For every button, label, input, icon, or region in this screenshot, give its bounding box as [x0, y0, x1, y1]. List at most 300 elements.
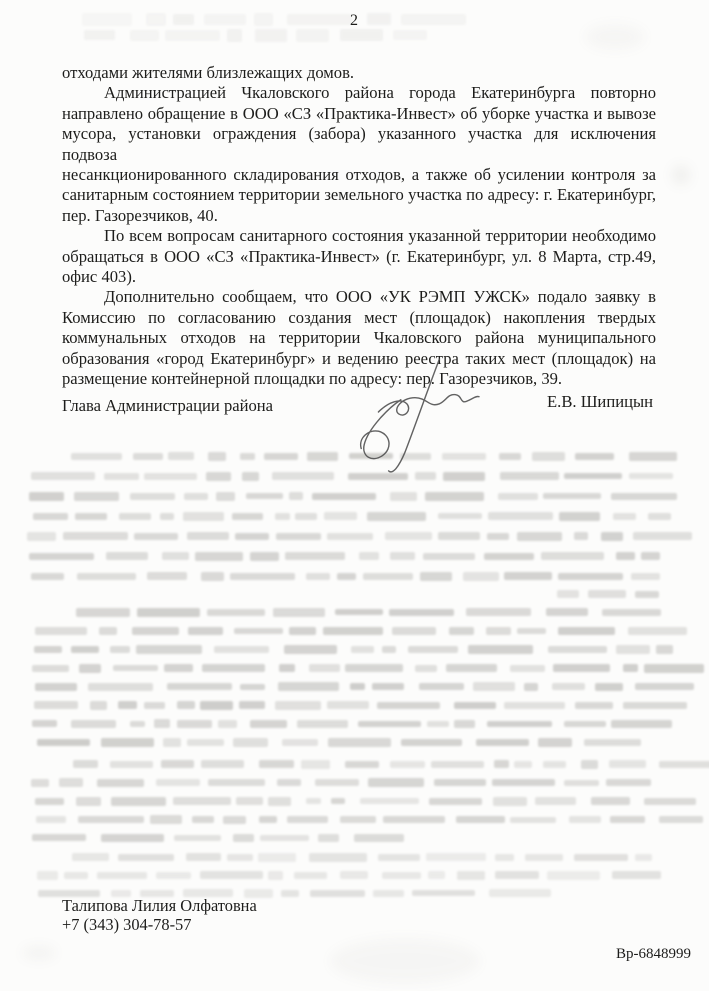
bleedthrough-word — [629, 473, 672, 479]
bleedthrough-word — [463, 572, 499, 580]
bleedthrough-word — [90, 701, 107, 710]
text-line: обращаться в ООО «СЗ «Практика-Инвест» (г. Екатеринбург, ул. 8 Марта, стр.49, — [62, 246, 656, 266]
bleedthrough-word — [64, 872, 88, 879]
bleedthrough-word — [543, 761, 566, 768]
bleedthrough-word — [449, 627, 474, 635]
bleedthrough-word — [628, 627, 687, 636]
bleedthrough-word — [340, 29, 383, 41]
bleedthrough-word — [345, 761, 380, 768]
bleedthrough-word — [233, 738, 268, 746]
bleedthrough-word — [259, 760, 295, 768]
bleedthrough-word — [177, 701, 195, 709]
bleedthrough-word — [648, 513, 671, 519]
bleedthrough-word — [294, 872, 327, 880]
bleedthrough-word — [495, 854, 514, 861]
text-line: Дополнительно сообщаем, что ООО «УК РЭМП УЖСК» подало заявку в — [104, 287, 656, 307]
bleedthrough-word — [33, 513, 68, 519]
bleedthrough-word — [233, 834, 254, 842]
bleedthrough-word — [378, 854, 420, 860]
scan-smudge — [330, 938, 480, 984]
bleedthrough-word — [454, 720, 476, 728]
bleedthrough-word — [201, 572, 225, 581]
bleedthrough-word — [223, 816, 246, 824]
bleedthrough-word — [659, 816, 703, 822]
bleedthrough-word — [37, 739, 90, 746]
bleedthrough-word — [147, 572, 187, 580]
bleedthrough-word — [390, 492, 416, 500]
bleedthrough-word — [616, 645, 651, 653]
bleedthrough-word — [208, 779, 265, 786]
bleedthrough-word — [552, 683, 585, 690]
bleedthrough-word — [510, 817, 556, 823]
bleedthrough-word — [331, 798, 345, 804]
bleedthrough-word — [504, 702, 566, 709]
bleedthrough-word — [282, 739, 318, 745]
bleedthrough-word — [635, 854, 652, 861]
bleedthrough-line — [31, 773, 658, 791]
bleedthrough-word — [335, 609, 383, 615]
bleedthrough-word — [327, 533, 373, 540]
bleedthrough-word — [623, 664, 638, 673]
bleedthrough-word — [187, 739, 224, 746]
bleedthrough-word — [37, 871, 58, 880]
signatory-title: Глава Администрации района — [62, 396, 274, 415]
bleedthrough-line — [29, 487, 685, 505]
bleedthrough-word — [99, 627, 117, 635]
bleedthrough-word — [246, 493, 283, 499]
bleedthrough-word — [84, 30, 115, 40]
bleedthrough-word — [389, 609, 453, 616]
bleedthrough-word — [236, 797, 263, 806]
bleedthrough-word — [564, 473, 622, 479]
bleedthrough-word — [633, 532, 692, 540]
bleedthrough-word — [144, 473, 196, 481]
text-line: размещение контейнерной площадки по адресу: пер. Газорезчиков, 39. — [62, 369, 563, 389]
bleedthrough-word — [434, 779, 485, 786]
bleedthrough-word — [623, 702, 687, 709]
bleedthrough-word — [184, 493, 208, 500]
bleedthrough-word — [318, 834, 340, 841]
bleedthrough-word — [71, 453, 122, 460]
bleedthrough-word — [63, 532, 127, 540]
bleedthrough-line — [72, 848, 659, 866]
bleedthrough-word — [132, 627, 179, 635]
text-line: Комиссию по согласованию создания мест (площадок) накопления твердых — [62, 307, 656, 327]
text-line: санитарным состоянием территории земельного участка по адресу: г. Екатеринбург, — [62, 185, 656, 205]
bleedthrough-line — [35, 792, 705, 810]
bleedthrough-word — [484, 553, 535, 560]
bleedthrough-word — [260, 835, 309, 841]
bleedthrough-word — [31, 472, 95, 480]
scan-smudge — [672, 165, 690, 185]
bleedthrough-word — [35, 627, 87, 634]
bleedthrough-word — [32, 720, 57, 727]
bleedthrough-word — [207, 609, 265, 615]
bleedthrough-word — [255, 29, 287, 42]
bleedthrough-word — [307, 452, 339, 461]
bleedthrough-word — [162, 552, 189, 560]
bleedthrough-word — [27, 532, 57, 540]
bleedthrough-word — [227, 29, 242, 42]
bleedthrough-word — [73, 760, 98, 768]
bleedthrough-word — [208, 452, 226, 460]
bleedthrough-word — [312, 493, 377, 500]
bleedthrough-word — [72, 853, 109, 861]
bleedthrough-word — [548, 646, 608, 654]
bleedthrough-word — [104, 473, 139, 480]
bleedthrough-word — [354, 834, 404, 842]
bleedthrough-word — [310, 890, 365, 896]
bleedthrough-word — [372, 683, 404, 690]
bleedthrough-word — [359, 552, 380, 560]
bleedthrough-word — [543, 493, 601, 499]
bleedthrough-word — [161, 760, 194, 768]
bleedthrough-word — [486, 627, 511, 635]
paragraph — [62, 63, 656, 83]
bleedthrough-word — [275, 513, 290, 519]
bleedthrough-word — [130, 493, 175, 499]
bleedthrough-word — [218, 720, 237, 729]
bleedthrough-word — [29, 492, 63, 501]
bleedthrough-word — [367, 512, 426, 520]
bleedthrough-line — [35, 677, 701, 695]
bleedthrough-word — [285, 552, 345, 560]
bleedthrough-word — [656, 645, 673, 653]
bleedthrough-word — [136, 645, 202, 654]
bleedthrough-word — [489, 889, 551, 897]
bleedthrough-word — [602, 609, 661, 617]
text-line: По всем вопросам санитарного состояния указанной территории необходимо — [104, 226, 656, 246]
bleedthrough-word — [101, 738, 154, 746]
bleedthrough-word — [420, 572, 452, 580]
bleedthrough-word — [111, 797, 166, 806]
bleedthrough-line — [76, 603, 674, 621]
bleedthrough-word — [242, 472, 258, 481]
bleedthrough-word — [423, 553, 476, 560]
bleedthrough-word — [644, 798, 696, 805]
bleedthrough-word — [546, 608, 588, 616]
bleedthrough-word — [500, 472, 559, 480]
bleedthrough-word — [119, 513, 152, 520]
bleedthrough-word — [174, 835, 221, 841]
bleedthrough-word — [202, 664, 265, 671]
bleedthrough-word — [200, 871, 262, 879]
bleedthrough-word — [173, 797, 231, 805]
bleedthrough-word — [272, 472, 334, 480]
bleedthrough-word — [279, 664, 295, 672]
bleedthrough-word — [415, 665, 438, 672]
bleedthrough-word — [558, 627, 615, 635]
bleedthrough-word — [595, 683, 623, 691]
bleedthrough-line — [557, 585, 665, 603]
bleedthrough-word — [610, 816, 645, 823]
bleedthrough-word — [532, 452, 565, 461]
bleedthrough-word — [165, 30, 219, 42]
bleedthrough-word — [390, 552, 416, 560]
bleedthrough-word — [535, 797, 577, 805]
bleedthrough-word — [350, 683, 365, 690]
bleedthrough-line — [73, 755, 709, 773]
bleedthrough-word — [36, 816, 66, 823]
bleedthrough-word — [517, 532, 562, 541]
bleedthrough-line — [36, 810, 709, 828]
contact-name: Талипова Лилия Олфатовна — [62, 896, 257, 915]
bleedthrough-word — [581, 760, 599, 768]
bleedthrough-word — [517, 628, 546, 634]
bleedthrough-word — [97, 872, 147, 879]
bleedthrough-word — [137, 608, 200, 617]
bleedthrough-word — [601, 532, 623, 541]
bleedthrough-word — [76, 608, 130, 616]
bleedthrough-word — [428, 871, 445, 879]
bleedthrough-word — [71, 646, 99, 652]
scan-smudge — [22, 946, 56, 960]
bleedthrough-word — [382, 872, 421, 879]
bleedthrough-word — [71, 720, 116, 728]
bleedthrough-word — [227, 854, 253, 861]
bleedthrough-word — [29, 553, 94, 560]
bleedthrough-word — [476, 739, 528, 746]
text-line: коммунальных отходов на территории Чкаловского района муниципального — [62, 328, 656, 348]
bleedthrough-word — [186, 853, 221, 861]
bleedthrough-word — [306, 573, 330, 579]
bleedthrough-word — [644, 664, 705, 673]
bleedthrough-word — [324, 512, 357, 520]
bleedthrough-word — [492, 779, 555, 786]
bleedthrough-word — [377, 702, 441, 708]
bleedthrough-word — [606, 779, 651, 786]
bleedthrough-word — [616, 552, 635, 560]
bleedthrough-line — [32, 659, 709, 677]
bleedthrough-word — [493, 797, 527, 806]
bleedthrough-word — [345, 664, 403, 671]
bleedthrough-word — [514, 761, 531, 768]
bleedthrough-word — [446, 664, 498, 673]
bleedthrough-word — [373, 890, 404, 898]
bleedthrough-word — [635, 683, 694, 690]
bleedthrough-word — [297, 720, 349, 729]
bleedthrough-word — [575, 702, 613, 709]
bleedthrough-word — [438, 532, 480, 540]
bleedthrough-word — [401, 739, 462, 747]
bleedthrough-word — [187, 532, 229, 540]
bleedthrough-word — [216, 492, 235, 501]
bleedthrough-word — [278, 682, 339, 691]
bleedthrough-word — [301, 760, 330, 768]
bleedthrough-word — [360, 798, 419, 804]
bleedthrough-word — [408, 646, 458, 654]
bleedthrough-word — [611, 493, 677, 500]
bleedthrough-word — [588, 590, 626, 598]
bleedthrough-line — [37, 866, 675, 884]
bleedthrough-word — [130, 721, 145, 728]
bleedthrough-word — [315, 779, 359, 786]
bleedthrough-word — [584, 739, 641, 745]
bleedthrough-word — [295, 513, 317, 520]
bleedthrough-word — [34, 646, 62, 652]
bleedthrough-word — [289, 627, 317, 634]
bleedthrough-word — [390, 761, 425, 767]
bleedthrough-word — [259, 816, 277, 823]
bleedthrough-word — [504, 572, 552, 580]
bleedthrough-word — [188, 627, 223, 636]
bleedthrough-word — [284, 645, 338, 653]
bleedthrough-word — [351, 646, 374, 653]
contact-phone: +7 (343) 304-78-57 — [62, 915, 192, 934]
bleedthrough-word — [134, 533, 178, 540]
bleedthrough-word — [611, 720, 672, 728]
bleedthrough-word — [32, 665, 70, 672]
bleedthrough-word — [273, 608, 325, 617]
bleedthrough-word — [557, 590, 579, 598]
bleedthrough-line — [37, 733, 651, 751]
bleedthrough-line — [33, 507, 678, 525]
bleedthrough-word — [31, 779, 49, 787]
bleedthrough-word — [538, 738, 573, 747]
bleedthrough-word — [250, 720, 287, 728]
bleedthrough-word — [564, 780, 599, 786]
bleedthrough-word — [613, 513, 635, 520]
bleedthrough-word — [468, 645, 534, 653]
bleedthrough-word — [358, 721, 421, 727]
paragraph — [62, 83, 656, 226]
bleedthrough-word — [412, 890, 476, 896]
bleedthrough-line — [31, 567, 666, 585]
text-line: Администрацией Чкаловского района города Екатеринбурга повторно — [104, 83, 656, 103]
bleedthrough-word — [393, 30, 427, 40]
bleedthrough-word — [499, 453, 520, 460]
bleedthrough-word — [340, 871, 368, 879]
bleedthrough-word — [368, 778, 424, 786]
bleedthrough-word — [487, 721, 553, 728]
bleedthrough-word — [31, 573, 64, 580]
bleedthrough-word — [574, 532, 588, 540]
bleedthrough-word — [168, 452, 194, 460]
bleedthrough-word — [498, 493, 538, 500]
bleedthrough-word — [200, 701, 233, 710]
signatory-name: Е.В. Шипицын — [547, 392, 653, 411]
bleedthrough-word — [289, 492, 303, 500]
bleedthrough-word — [88, 683, 153, 691]
bleedthrough-word — [277, 779, 300, 786]
bleedthrough-word — [635, 591, 660, 598]
bleedthrough-word — [473, 682, 515, 691]
bleedthrough-word — [276, 533, 321, 540]
bleedthrough-word — [78, 816, 143, 822]
bleedthrough-word — [101, 834, 164, 841]
bleedthrough-word — [659, 761, 709, 768]
bleedthrough-word — [214, 646, 269, 653]
bleedthrough-word — [525, 854, 563, 861]
bleedthrough-word — [287, 816, 327, 822]
bleedthrough-word — [306, 798, 321, 804]
bleedthrough-word — [163, 738, 181, 747]
bleedthrough-word — [327, 701, 370, 709]
bleedthrough-word — [494, 760, 509, 768]
bleedthrough-word — [35, 798, 64, 805]
bleedthrough-word — [150, 815, 182, 823]
bleedthrough-word — [612, 871, 660, 879]
bleedthrough-word — [74, 492, 120, 501]
bleedthrough-word — [541, 552, 603, 560]
bleedthrough-word — [427, 721, 449, 727]
bleedthrough-word — [629, 452, 678, 461]
bleedthrough-word — [488, 512, 553, 520]
bleedthrough-word — [281, 890, 299, 897]
signature-image — [348, 354, 480, 478]
bleedthrough-word — [192, 816, 213, 823]
bleedthrough-word — [240, 453, 255, 460]
bleedthrough-word — [340, 816, 376, 824]
bleedthrough-word — [154, 719, 170, 728]
bleedthrough-word — [641, 552, 660, 560]
bleedthrough-word — [495, 871, 539, 879]
bleedthrough-word — [133, 453, 163, 460]
bleedthrough-word — [118, 854, 174, 861]
bleedthrough-word — [457, 871, 485, 880]
bleedthrough-line — [34, 640, 685, 658]
bleedthrough-word — [431, 761, 484, 768]
bleedthrough-word — [524, 683, 538, 691]
bleedthrough-word — [59, 778, 83, 787]
bleedthrough-word — [167, 683, 232, 690]
bleedthrough-word — [268, 797, 291, 806]
bleedthrough-word — [183, 512, 224, 521]
bleedthrough-word — [609, 760, 645, 768]
bleedthrough-line — [27, 527, 700, 545]
bleedthrough-word — [510, 665, 545, 672]
bleedthrough-line — [29, 547, 673, 565]
bleedthrough-word — [553, 664, 611, 672]
bleedthrough-word — [34, 701, 78, 709]
bleedthrough-word — [429, 798, 482, 805]
bleedthrough-word — [232, 513, 263, 520]
bleedthrough-word — [575, 453, 615, 460]
bleedthrough-line — [32, 715, 683, 733]
bleedthrough-word — [97, 779, 145, 787]
bleedthrough-word — [234, 628, 283, 635]
bleedthrough-word — [113, 665, 158, 671]
bleedthrough-word — [296, 29, 329, 42]
bleedthrough-word — [258, 853, 296, 862]
bleedthrough-word — [426, 853, 486, 861]
bleedthrough-word — [235, 533, 269, 541]
text-line: направлено обращение в ООО «СЗ «Практика-Инвест» об уборке участка и вывозе — [62, 103, 656, 123]
bleedthrough-word — [309, 853, 367, 861]
bleedthrough-word — [230, 573, 295, 581]
bleedthrough-word — [466, 608, 531, 616]
bleedthrough-word — [564, 721, 606, 727]
body-text — [62, 63, 656, 390]
bleedthrough-word — [419, 683, 464, 690]
bleedthrough-word — [118, 701, 138, 709]
bleedthrough-word — [264, 453, 298, 460]
paragraph — [62, 226, 656, 287]
bleedthrough-word — [177, 720, 212, 727]
bleedthrough-word — [110, 761, 154, 768]
bleedthrough-word — [454, 702, 496, 708]
bleedthrough-line — [34, 696, 702, 714]
bleedthrough-word — [425, 492, 485, 501]
bleedthrough-word — [76, 797, 101, 806]
bleedthrough-word — [487, 533, 508, 541]
bleedthrough-word — [392, 627, 436, 635]
bleedthrough-word — [309, 664, 339, 673]
bleedthrough-word — [456, 816, 505, 823]
bleedthrough-word — [130, 30, 159, 41]
bleedthrough-word — [631, 573, 660, 580]
text-line: офис 403). — [62, 267, 137, 287]
